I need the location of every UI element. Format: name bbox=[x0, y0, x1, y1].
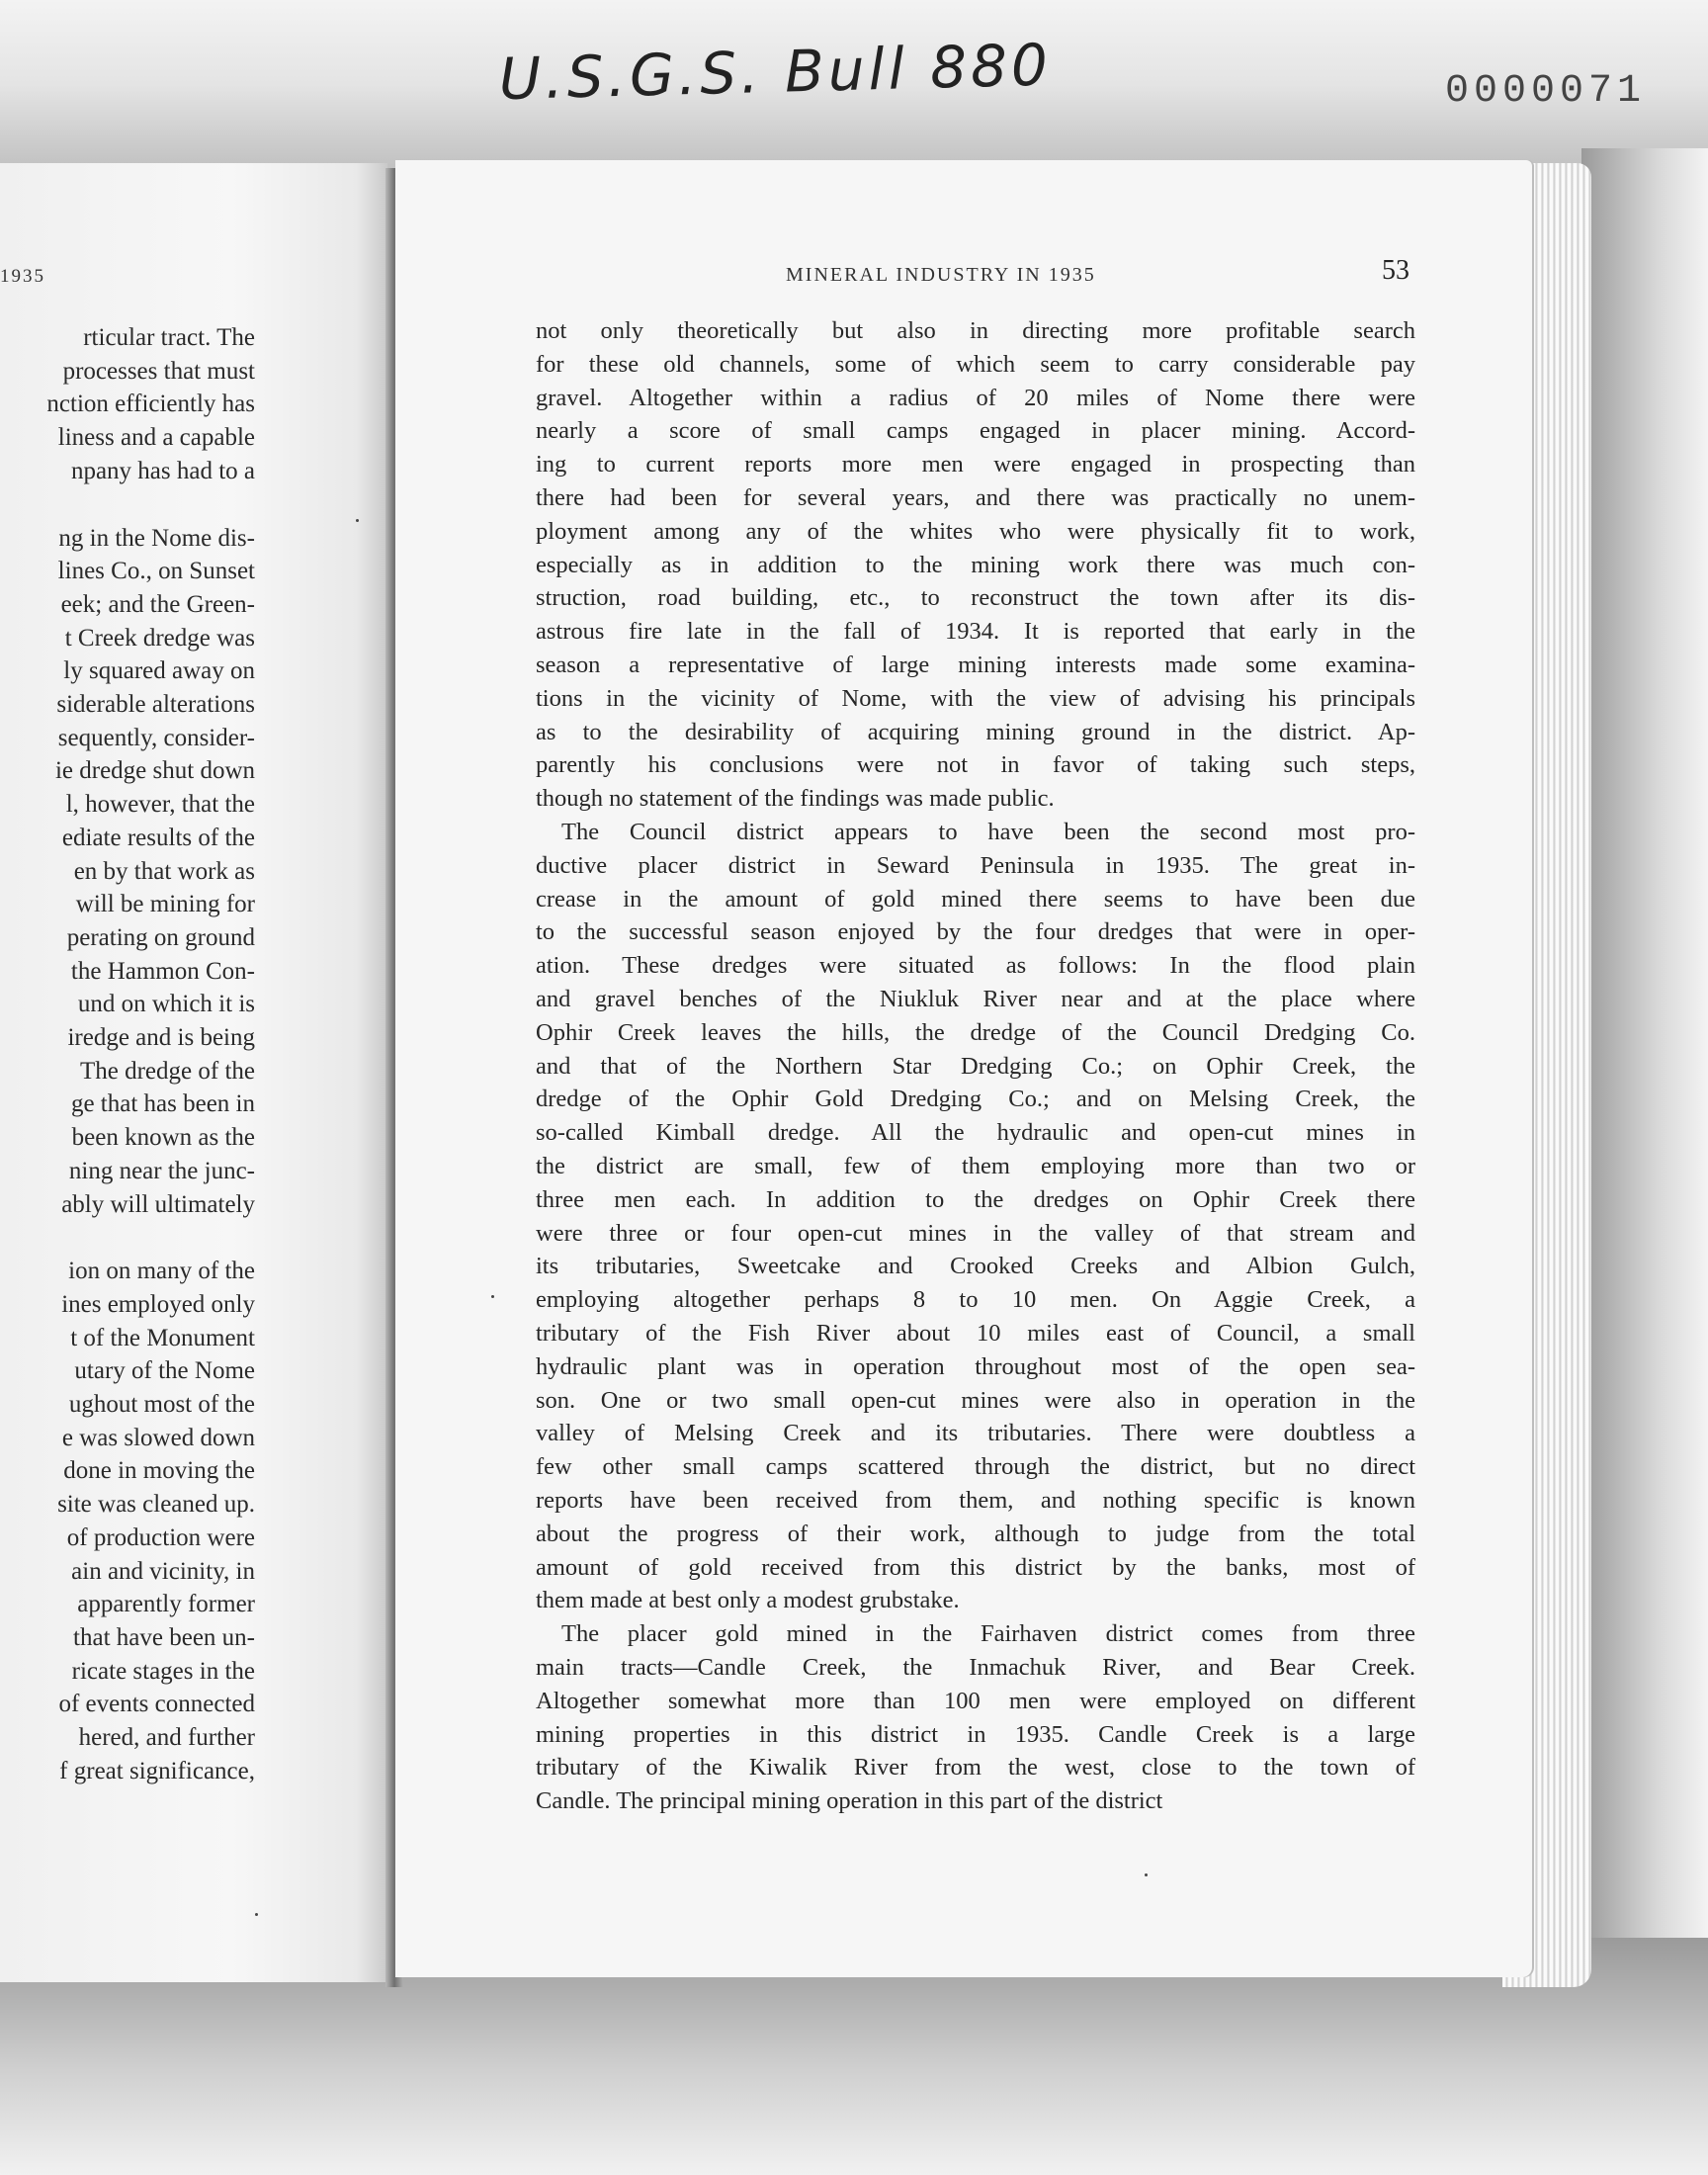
scan-speck bbox=[356, 519, 359, 522]
left-text-line: ediate results of the bbox=[61, 824, 255, 851]
text-line: though no statement of the findings was made public. bbox=[536, 785, 1055, 813]
text-line: valley of Melsing Creek and its tributaries. There were doubtless a bbox=[536, 1420, 1415, 1447]
text-line: few other small camps scattered through the district, but no direct bbox=[536, 1453, 1415, 1481]
text-line: dredge of the Ophir Gold Dredging Co.; and on Melsing Creek, the bbox=[536, 1086, 1415, 1113]
left-page bbox=[0, 163, 387, 1982]
left-text-line: of production were bbox=[66, 1523, 255, 1551]
left-text-line: The dredge of the bbox=[79, 1057, 255, 1085]
left-text-line: f great significance, bbox=[59, 1757, 255, 1784]
stamp-number: 0000071 bbox=[1445, 69, 1647, 114]
text-line: to the successful season enjoyed by the four dredges that were in oper- bbox=[536, 918, 1415, 946]
text-line: amount of gold received from this district by the banks, most of bbox=[536, 1553, 1415, 1581]
left-text-line: lines Co., on Sunset bbox=[57, 558, 255, 585]
left-text-line: apparently former bbox=[77, 1591, 255, 1618]
left-text-line: nction efficiently has bbox=[46, 391, 255, 418]
text-line: The Council district appears to have been the second most pro- bbox=[561, 819, 1415, 845]
left-text-line: rticular tract. The bbox=[83, 324, 255, 351]
left-text-line: en by that work as bbox=[73, 857, 255, 885]
text-line: parently his conclusions were not in favor of taking such steps, bbox=[536, 751, 1415, 779]
page-number: 53 bbox=[1382, 255, 1409, 286]
left-text-line: ain and vicinity, in bbox=[71, 1557, 255, 1585]
text-line: its tributaries, Sweetcake and Crooked Creeks and Albion Gulch, bbox=[536, 1253, 1415, 1280]
text-line: tions in the vicinity of Nome, with the view of advising his principals bbox=[536, 684, 1415, 712]
left-text-line: of events connected bbox=[58, 1691, 255, 1718]
left-text-line: ge that has been in bbox=[70, 1090, 255, 1118]
left-text-line: processes that must bbox=[62, 357, 255, 385]
left-text-line: ly squared away on bbox=[63, 657, 255, 685]
left-text-line: done in moving the bbox=[63, 1457, 255, 1485]
left-text-line: utary of the Nome bbox=[74, 1357, 255, 1385]
text-line: hydraulic plant was in operation throughout most of the open sea- bbox=[536, 1352, 1415, 1380]
left-text-line: npany has had to a bbox=[70, 457, 255, 484]
left-page-text bbox=[0, 163, 255, 1982]
left-text-line: siderable alterations bbox=[56, 691, 255, 718]
left-text-line: ricate stages in the bbox=[71, 1657, 255, 1685]
left-text-line: that have been un- bbox=[73, 1623, 255, 1651]
left-text-line: the Hammon Con- bbox=[70, 957, 255, 985]
text-line: ation. These dredges were situated as follows: In the flood plain bbox=[536, 952, 1415, 980]
left-text-line: ng in the Nome dis- bbox=[58, 524, 255, 552]
left-text-line: ughout most of the bbox=[68, 1391, 255, 1418]
text-line: and that of the Northern Star Dredging Co.; on Ophir Creek, the bbox=[536, 1052, 1415, 1080]
text-line: them made at best only a modest grubstake. bbox=[536, 1587, 960, 1614]
text-line: tributary of the Fish River about 10 miles east of Council, a small bbox=[536, 1320, 1415, 1347]
left-text-line: liness and a capable bbox=[57, 424, 255, 452]
text-line: reports have been received from them, and nothing specific is known bbox=[536, 1487, 1415, 1514]
left-text-line: ie dredge shut down bbox=[54, 757, 255, 785]
left-text-line: ines employed only bbox=[61, 1290, 255, 1318]
text-line: nearly a score of small camps engaged in placer mining. Accord- bbox=[536, 417, 1415, 445]
text-line: gravel. Altogether within a radius of 20 miles of Nome there were bbox=[536, 384, 1415, 411]
scan-background-right bbox=[1581, 148, 1708, 1987]
text-line: for these old channels, some of which seem to carry considerable pay bbox=[536, 350, 1415, 378]
left-text-line: l, however, that the bbox=[65, 791, 255, 819]
left-text-line: t of the Monument bbox=[70, 1324, 255, 1351]
text-line: ployment among any of the whites who were physically fit to work, bbox=[536, 517, 1415, 545]
left-text-line: will be mining for bbox=[75, 891, 255, 918]
left-text-line: perating on ground bbox=[66, 923, 255, 951]
text-line: not only theoretically but also in directing more profitable search bbox=[536, 317, 1415, 344]
left-text-line: hered, and further bbox=[78, 1724, 255, 1751]
left-text-line: ably will ultimately bbox=[61, 1190, 255, 1218]
text-line: astrous fire late in the fall of 1934. It is reported that early in the bbox=[536, 618, 1415, 646]
left-text-line: iredge and is being bbox=[67, 1024, 255, 1051]
text-line: crease in the amount of gold mined there seems to have been due bbox=[536, 885, 1415, 913]
left-page-header: 1935 bbox=[0, 266, 45, 287]
scan-speck bbox=[255, 1913, 258, 1916]
left-text-line: been known as the bbox=[71, 1124, 255, 1152]
text-line: so-called Kimball dredge. All the hydraulic and open-cut mines in bbox=[536, 1119, 1415, 1147]
text-line: mining properties in this district in 1935. Candle Creek is a large bbox=[536, 1720, 1415, 1748]
left-text-line: sequently, consider- bbox=[57, 724, 255, 751]
text-line: struction, road building, etc., to reconstruct the town after its dis- bbox=[536, 584, 1415, 612]
left-text-line: site was cleaned up. bbox=[57, 1491, 255, 1519]
text-line: there had been for several years, and there was practically no unem- bbox=[536, 484, 1415, 511]
handwritten-annotation: U.S.G.S. Bull 880 bbox=[497, 31, 1053, 114]
text-line: son. One or two small open-cut mines were also in operation in the bbox=[536, 1386, 1415, 1414]
left-text-line: ning near the junc- bbox=[68, 1157, 255, 1184]
left-text-line: ion on many of the bbox=[68, 1258, 255, 1285]
text-line: were three or four open-cut mines in the valley of that stream and bbox=[536, 1219, 1415, 1247]
text-line: season a representative of large mining interests made some examina- bbox=[536, 652, 1415, 678]
left-text-line: e was slowed down bbox=[61, 1424, 255, 1451]
left-text-line: t Creek dredge was bbox=[64, 624, 255, 652]
scan-speck bbox=[1145, 1873, 1148, 1876]
scan-speck bbox=[491, 1295, 494, 1298]
text-line: and gravel benches of the Niukluk River near and at the place where bbox=[536, 986, 1415, 1012]
left-text-line: und on which it is bbox=[77, 991, 255, 1018]
text-line: especially as in addition to the mining work there was much con- bbox=[536, 551, 1415, 578]
text-line: employing altogether perhaps 8 to 10 men. On Aggie Creek, a bbox=[536, 1286, 1415, 1314]
text-line: main tracts—Candle Creek, the Inmachuk River, and Bear Creek. bbox=[536, 1654, 1415, 1681]
text-line: The placer gold mined in the Fairhaven district comes from three bbox=[561, 1620, 1415, 1648]
text-line: as to the desirability of acquiring mining ground in the district. Ap- bbox=[536, 718, 1415, 745]
left-text-line: eek; and the Green- bbox=[60, 590, 255, 618]
text-line: ing to current reports more men were engaged in prospecting than bbox=[536, 451, 1415, 478]
text-line: about the progress of their work, although to judge from the total bbox=[536, 1520, 1415, 1547]
text-line: the district are small, few of them employing more than two or bbox=[536, 1153, 1415, 1179]
text-line: ductive placer district in Seward Peninsula in 1935. The great in- bbox=[536, 851, 1415, 879]
text-line: Altogether somewhat more than 100 men were employed on different bbox=[536, 1687, 1415, 1714]
text-line: Ophir Creek leaves the hills, the dredge of the Council Dredging Co. bbox=[536, 1018, 1415, 1046]
text-line: tributary of the Kiwalik River from the west, close to the town of bbox=[536, 1754, 1415, 1782]
running-head: MINERAL INDUSTRY IN 1935 bbox=[786, 264, 1096, 286]
text-line: Candle. The principal mining operation in this part of the district bbox=[536, 1787, 1163, 1815]
text-line: three men each. In addition to the dredges on Ophir Creek there bbox=[536, 1185, 1415, 1213]
